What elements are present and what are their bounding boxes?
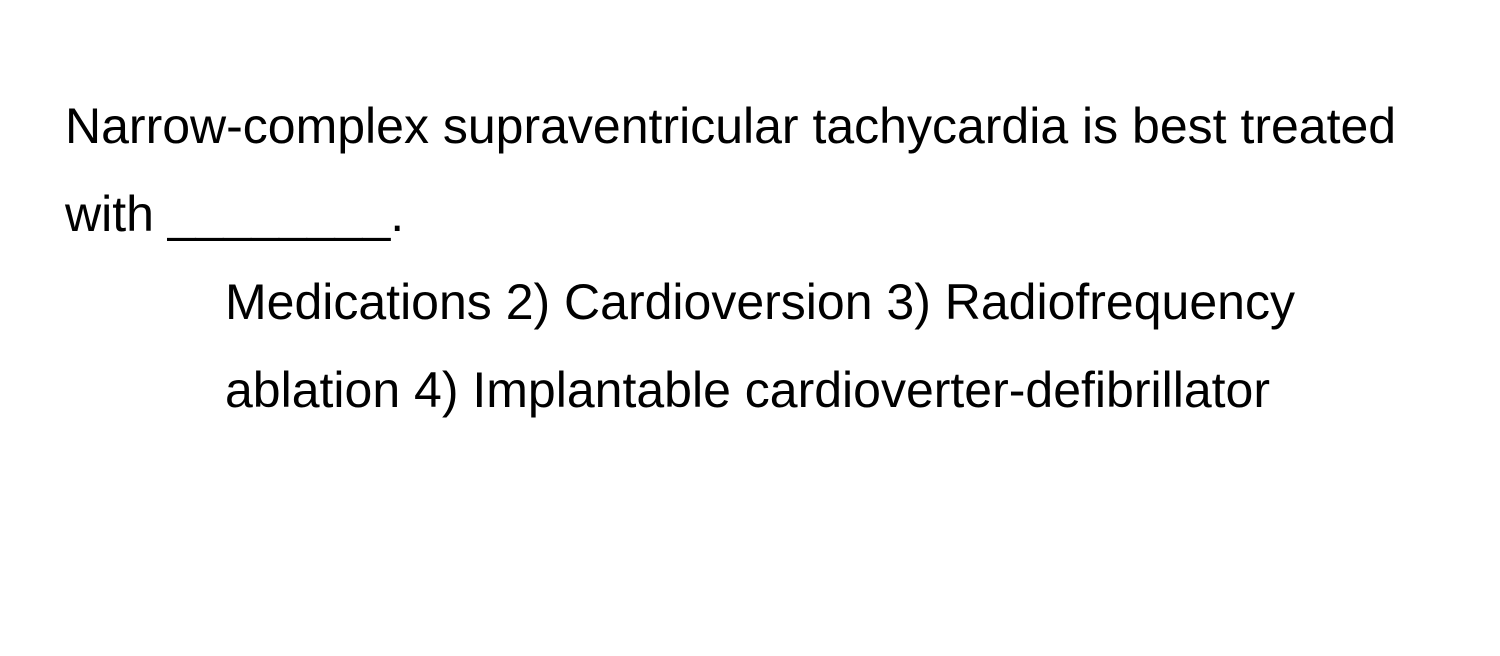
answer-options-text: Medications 2) Cardioversion 3) Radiofrequency ablation 4) Implantable cardioverter-defibrillator <box>225 274 1295 418</box>
question-text: Narrow-complex supraventricular tachycardia is best treated with ________. <box>65 98 1397 242</box>
